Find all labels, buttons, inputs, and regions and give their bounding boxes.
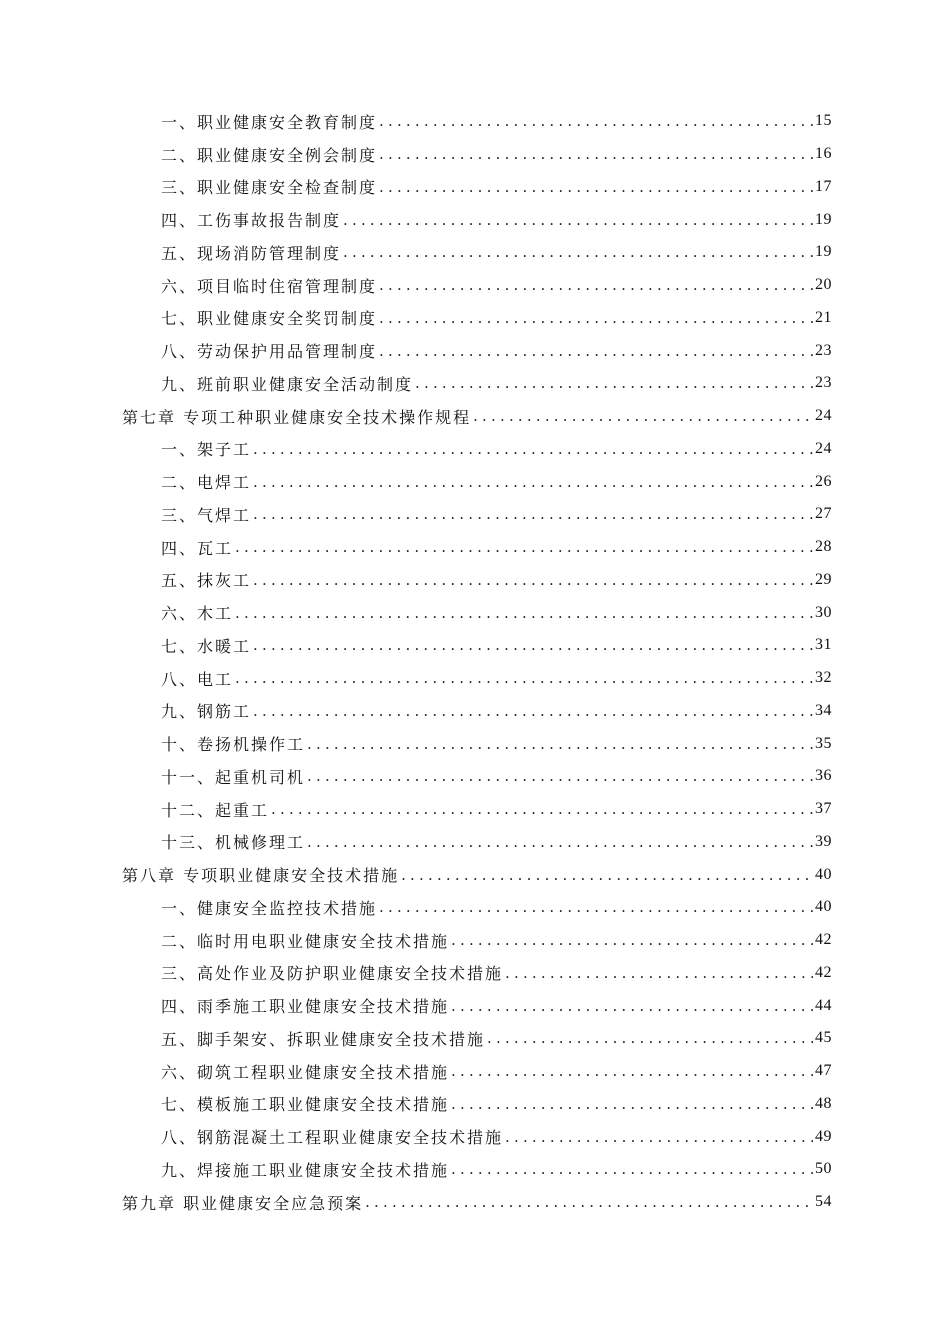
toc-section-entry bbox=[0, 498, 950, 531]
toc-dot-leader bbox=[235, 604, 813, 622]
toc-dot-leader bbox=[379, 276, 813, 294]
toc-entry-title: 十一、起重机司机 bbox=[161, 767, 306, 787]
toc-dot-leader bbox=[473, 407, 813, 425]
toc-entry-title: 二、职业健康安全例会制度 bbox=[161, 145, 378, 165]
toc-dot-leader bbox=[307, 767, 813, 785]
toc-page-number: 31 bbox=[815, 636, 832, 654]
toc-dot-leader bbox=[235, 538, 813, 556]
toc-dot-leader bbox=[451, 931, 813, 949]
toc-section-entry bbox=[0, 236, 950, 269]
toc-entry-title: 六、项目临时住宿管理制度 bbox=[161, 276, 378, 296]
toc-dot-leader bbox=[379, 145, 813, 163]
toc-entry-title: 八、电工 bbox=[161, 669, 234, 689]
toc-entry-title: 三、职业健康安全检查制度 bbox=[161, 178, 378, 198]
toc-dot-leader bbox=[271, 800, 813, 818]
toc-entry-title: 二、临时用电职业健康安全技术措施 bbox=[161, 931, 450, 951]
toc-section-entry bbox=[0, 629, 950, 662]
toc-dot-leader bbox=[307, 833, 813, 851]
toc-entry-title: 八、劳动保护用品管理制度 bbox=[161, 342, 378, 362]
toc-page-number: 35 bbox=[815, 734, 832, 752]
toc-page-number: 17 bbox=[815, 177, 832, 195]
toc-dot-leader bbox=[505, 964, 813, 982]
toc-section-entry bbox=[0, 1022, 950, 1055]
toc-page-number: 24 bbox=[815, 407, 832, 425]
toc-chapter-entry bbox=[0, 858, 950, 891]
toc-page-number: 27 bbox=[815, 505, 832, 523]
toc-dot-leader bbox=[451, 1062, 813, 1080]
toc-page-number: 44 bbox=[815, 996, 832, 1014]
toc-page-number: 40 bbox=[815, 898, 832, 916]
toc-chapter-entry bbox=[0, 400, 950, 433]
toc-page-number: 54 bbox=[815, 1193, 832, 1211]
toc-page-number: 36 bbox=[815, 767, 832, 785]
toc-entry-title: 第八章 专项职业健康安全技术措施 bbox=[122, 866, 400, 886]
toc-dot-leader bbox=[415, 374, 813, 392]
toc-page-number: 26 bbox=[815, 472, 832, 490]
toc-section-entry bbox=[0, 465, 950, 498]
toc-dot-leader bbox=[505, 1128, 813, 1146]
toc-dot-leader bbox=[307, 735, 813, 753]
toc-dot-leader bbox=[253, 473, 813, 491]
toc-page-number: 50 bbox=[815, 1160, 832, 1178]
toc-page-number: 49 bbox=[815, 1127, 832, 1145]
toc-dot-leader bbox=[253, 636, 813, 654]
toc-section-entry bbox=[0, 1153, 950, 1186]
table-of-contents bbox=[0, 105, 950, 1219]
toc-dot-leader bbox=[253, 440, 813, 458]
toc-dot-leader bbox=[235, 669, 813, 687]
toc-entry-title: 二、电焊工 bbox=[161, 473, 252, 493]
toc-entry-title: 五、脚手架安、拆职业健康安全技术措施 bbox=[161, 1029, 486, 1049]
toc-page-number: 34 bbox=[815, 701, 832, 719]
toc-entry-title: 九、焊接施工职业健康安全技术措施 bbox=[161, 1160, 450, 1180]
toc-page-number: 39 bbox=[815, 832, 832, 850]
toc-page-number: 15 bbox=[815, 112, 832, 130]
toc-section-entry bbox=[0, 1120, 950, 1153]
toc-dot-leader bbox=[451, 997, 813, 1015]
toc-section-entry bbox=[0, 793, 950, 826]
toc-section-entry bbox=[0, 695, 950, 728]
toc-section-entry bbox=[0, 531, 950, 564]
toc-entry-title: 十、卷扬机操作工 bbox=[161, 735, 306, 755]
toc-entry-title: 七、职业健康安全奖罚制度 bbox=[161, 309, 378, 329]
toc-entry-title: 六、木工 bbox=[161, 604, 234, 624]
toc-entry-title: 五、现场消防管理制度 bbox=[161, 243, 342, 263]
toc-dot-leader bbox=[379, 112, 813, 130]
toc-section-entry bbox=[0, 760, 950, 793]
toc-page-number: 20 bbox=[815, 276, 832, 294]
toc-section-entry bbox=[0, 138, 950, 171]
toc-section-entry bbox=[0, 171, 950, 204]
toc-section-entry bbox=[0, 105, 950, 138]
toc-chapter-entry bbox=[0, 1186, 950, 1219]
toc-entry-title: 七、水暖工 bbox=[161, 636, 252, 656]
toc-page-number: 40 bbox=[815, 865, 832, 883]
toc-entry-title: 三、高处作业及防护职业健康安全技术措施 bbox=[161, 964, 504, 984]
toc-section-entry bbox=[0, 957, 950, 990]
toc-entry-title: 四、工伤事故报告制度 bbox=[161, 211, 342, 231]
toc-page-number: 37 bbox=[815, 800, 832, 818]
toc-dot-leader bbox=[379, 309, 813, 327]
toc-entry-title: 一、健康安全监控技术措施 bbox=[161, 898, 378, 918]
toc-section-entry bbox=[0, 826, 950, 859]
toc-entry-title: 一、架子工 bbox=[161, 440, 252, 460]
toc-entry-title: 十三、机械修理工 bbox=[161, 833, 306, 853]
toc-section-entry bbox=[0, 924, 950, 957]
toc-entry-title: 四、雨季施工职业健康安全技术措施 bbox=[161, 997, 450, 1017]
toc-dot-leader bbox=[451, 1095, 813, 1113]
toc-entry-title: 十二、起重工 bbox=[161, 800, 270, 820]
toc-page-number: 23 bbox=[815, 374, 832, 392]
toc-entry-title: 六、砌筑工程职业健康安全技术措施 bbox=[161, 1062, 450, 1082]
toc-section-entry bbox=[0, 302, 950, 335]
toc-dot-leader bbox=[379, 898, 813, 916]
toc-page-number: 24 bbox=[815, 439, 832, 457]
toc-page-number: 42 bbox=[815, 963, 832, 981]
toc-page-number: 21 bbox=[815, 308, 832, 326]
toc-page-number: 19 bbox=[815, 210, 832, 228]
toc-section-entry bbox=[0, 564, 950, 597]
toc-page-number: 28 bbox=[815, 538, 832, 556]
toc-entry-title: 四、瓦工 bbox=[161, 538, 234, 558]
toc-entry-title: 七、模板施工职业健康安全技术措施 bbox=[161, 1095, 450, 1115]
toc-section-entry bbox=[0, 1055, 950, 1088]
toc-section-entry bbox=[0, 891, 950, 924]
toc-section-entry bbox=[0, 662, 950, 695]
toc-page-number: 29 bbox=[815, 570, 832, 588]
toc-page-number: 23 bbox=[815, 341, 832, 359]
toc-entry-title: 五、抹灰工 bbox=[161, 571, 252, 591]
toc-page-number: 42 bbox=[815, 931, 832, 949]
toc-dot-leader bbox=[253, 702, 813, 720]
toc-dot-leader bbox=[379, 178, 813, 196]
toc-dot-leader bbox=[365, 1193, 813, 1211]
toc-entry-title: 第九章 职业健康安全应急预案 bbox=[122, 1193, 364, 1213]
toc-entry-title: 九、班前职业健康安全活动制度 bbox=[161, 374, 414, 394]
toc-section-entry bbox=[0, 989, 950, 1022]
toc-dot-leader bbox=[379, 342, 813, 360]
toc-page-number: 16 bbox=[815, 145, 832, 163]
toc-page-number: 48 bbox=[815, 1094, 832, 1112]
toc-section-entry bbox=[0, 203, 950, 236]
toc-section-entry bbox=[0, 596, 950, 629]
toc-page-number: 19 bbox=[815, 243, 832, 261]
toc-dot-leader bbox=[451, 1160, 813, 1178]
toc-dot-leader bbox=[487, 1029, 813, 1047]
toc-page-number: 45 bbox=[815, 1029, 832, 1047]
toc-dot-leader bbox=[401, 866, 813, 884]
toc-dot-leader bbox=[253, 571, 813, 589]
toc-section-entry bbox=[0, 334, 950, 367]
toc-page-number: 47 bbox=[815, 1062, 832, 1080]
toc-entry-title: 三、气焊工 bbox=[161, 505, 252, 525]
toc-section-entry bbox=[0, 727, 950, 760]
toc-section-entry bbox=[0, 367, 950, 400]
toc-dot-leader bbox=[343, 211, 813, 229]
toc-entry-title: 第七章 专项工种职业健康安全技术操作规程 bbox=[122, 407, 472, 427]
toc-section-entry bbox=[0, 1088, 950, 1121]
toc-entry-title: 八、钢筋混凝土工程职业健康安全技术措施 bbox=[161, 1128, 504, 1148]
toc-entry-title: 九、钢筋工 bbox=[161, 702, 252, 722]
toc-section-entry bbox=[0, 433, 950, 466]
toc-page-number: 32 bbox=[815, 669, 832, 687]
toc-entry-title: 一、职业健康安全教育制度 bbox=[161, 112, 378, 132]
toc-dot-leader bbox=[253, 505, 813, 523]
toc-section-entry bbox=[0, 269, 950, 302]
toc-dot-leader bbox=[343, 243, 813, 261]
toc-page-number: 30 bbox=[815, 603, 832, 621]
